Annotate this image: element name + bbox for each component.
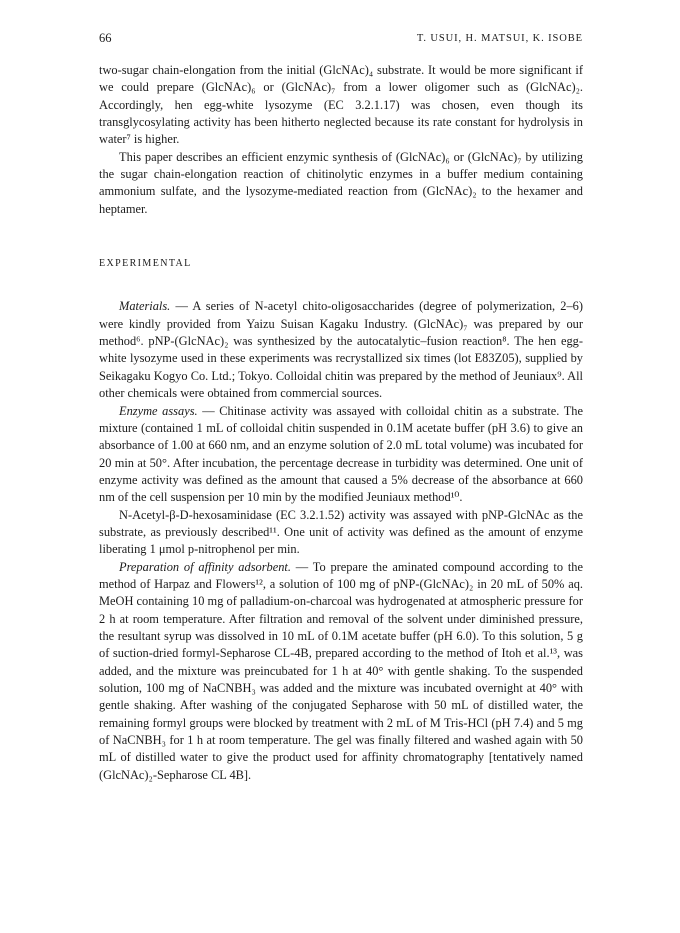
enzyme-assays-run-in: Enzyme assays.	[119, 403, 198, 418]
section-heading-experimental: EXPERIMENTAL	[99, 258, 192, 270]
hexosaminidase-paragraph: N-Acetyl-β-D-hexosaminidase (EC 3.2.1.52) activity was assayed with pNP-GlcNAc as the substrate, as previously described¹¹. One unit of activity was defined as the amount of enzyme liberating 1 μmol p-nitrophenol per min.	[99, 507, 583, 557]
affinity-paragraph	[99, 559, 583, 784]
page-header	[99, 30, 583, 48]
intro-paragraph-2: This paper describes an efficient enzymic synthesis of (GlcNAc)₆ or (GlcNAc)₇ by utilizing the sugar chain-elongation reaction of chitinolytic enzymes in a buffer medium containing ammonium sulfate, and the lysozyme-mediated reaction from (GlcNAc)₂ to the hexamer and heptamer.	[99, 149, 583, 216]
page-number: 66	[99, 31, 112, 45]
affinity-run-in: Preparation of affinity adsorbent.	[119, 559, 291, 574]
article-body	[99, 62, 583, 784]
affinity-text: — To prepare the aminated compound according to the method of Harpaz and Flowers¹², a solution of 100 mg of pNP-(GlcNAc)₂ in 20 mL of 50% aq. MeOH containing 10 mg of palladium-on-charcoal was hydrogenated at atmospheric pressure for 2 h at room temperature. After filtration and removal of the solvent under diminished pressure, the resultant syrup was dissolved in 10 mL of 0.1M acetate buffer (pH 6.0). To this solution, 5 g of suction-dried formyl-Sepharose CL-4B, prepared according to the method of Itoh et al.¹³, was added, and the mixture was preincubated for 1 h at 40° with gentle shaking. To the suspended solution, 100 mg of NaCNBH₃ was added and the mixture was incubated overnight at 40° with gentle shaking. After washing of the conjugated Sepharose with 50 mL of distilled water, the remaining formyl groups were blocked by treatment with 2 mL of M Tris-HCl (pH 7.4) and 5 mg of NaCNBH₃ for 1 h at room temperature. The gel was finally filtered and washed again with 50 mL of distilled water to give the product used for affinity chromatography [tentatively named (GlcNAc)₂-Sepharose CL 4B].	[99, 559, 583, 782]
materials-run-in: Materials.	[119, 299, 171, 314]
materials-paragraph	[99, 298, 583, 402]
intro-paragraph-1: two-sugar chain-elongation from the initial (GlcNAc)₄ substrate. It would be more significant if we could prepare (GlcNAc)₆ or (GlcNAc)₇ from a lower oligomer such as (GlcNAc)₂. Accordingly, hen egg-white lysozyme (EC 3.2.1.17) was chosen, even though its transglycosylating activity has been hitherto neglected because its rate constant for hydrolysis in water⁷ is higher.	[99, 63, 583, 147]
enzyme-assays-paragraph	[99, 403, 583, 507]
enzyme-assays-text: — Chitinase activity was assayed with colloidal chitin as a substrate. The mixture (contained 1 mL of colloidal chitin suspended in 0.1M acetate buffer (pH 3.6) to give an absorbance of 1.00 at 660 nm, and an enzyme solution of 2.0 mL total volume) was incubated for 20 min at 50°. After incubation, the percentage decrease in turbidity was determined. One unit of enzyme activity was defined as the amount that caused a 5% decrease of the absorbance at 660 nm of the cell suspension per 10 min by the modified Jeuniaux method¹⁰.	[99, 403, 583, 505]
materials-text: — A series of N-acetyl chito-oligosaccharides (degree of polymerization, 2–6) were kindly provided from Yaizu Suisan Kagaku Industry. (GlcNAc)₇ was prepared by our method⁶. pNP-(GlcNAc)₂ was synthesized by the autocatalytic–fusion reaction⁸. The hen egg-white lysozyme used in these experiments was recrystallized six times (lot E83Z05), supplied by Seikagaku Kogyo Co. Ltd.; Tokyo. Colloidal chitin was prepared by the method of Jeuniaux⁹. All other chemicals were obtained from commercial sources.	[99, 299, 583, 401]
running-head-authors: T. USUI, H. MATSUI, K. ISOBE	[416, 33, 583, 44]
